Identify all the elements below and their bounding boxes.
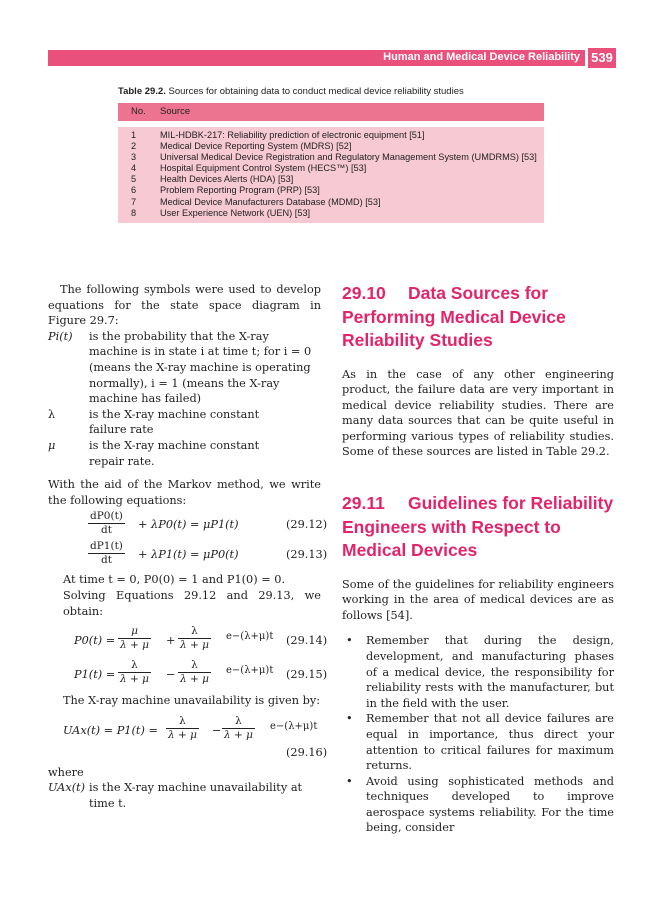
list-item — [342, 774, 614, 836]
section-title: Guidelines for Reliability Engineers with Respect to Medical Devices — [342, 493, 614, 561]
definition-text: is the X-ray machine constant failure rate — [89, 407, 260, 437]
section-number: 29.10 — [342, 283, 386, 303]
sources-table — [118, 103, 544, 223]
section-number: 29.11 — [342, 493, 385, 514]
row-number: 1 — [131, 130, 137, 140]
list-item-text: Avoid using sophisticated methods and techniques developed to improve aerospace systems reliability. For the time being, consider — [366, 774, 614, 835]
bullet-icon: • — [346, 712, 353, 726]
eq15-lhs: P1(t) = — [74, 668, 116, 682]
eq14-frac2-den: λ + μ — [180, 639, 209, 652]
table-label: Table 29.2. — [118, 86, 166, 97]
table-row — [118, 141, 544, 152]
equation-29-13 — [48, 540, 328, 572]
bullet-icon: • — [346, 774, 353, 788]
row-source: Medical Device Manufacturers Database (MDMD) [53] — [160, 196, 381, 207]
row-number: 6 — [131, 185, 137, 196]
solving-text: Solving Equations 29.12 and 29.13, we obtain: — [63, 588, 321, 618]
eq15-frac2-num: λ — [178, 659, 211, 673]
eq15-exponential: e−(λ+μ)t — [226, 665, 274, 677]
row-number: 5 — [131, 174, 137, 185]
list-item — [342, 633, 614, 711]
page-number: 539 — [585, 48, 616, 68]
definition-pi — [48, 329, 321, 407]
row-source: Universal Medical Device Registration and Regulatory Management System (UMDRMS) [53] — [160, 152, 537, 163]
eq14-label: (29.14) — [286, 634, 328, 648]
eq15-operator: − — [166, 668, 176, 682]
equation-29-15 — [48, 657, 328, 693]
column-header-no: No. — [131, 106, 146, 117]
table-row — [118, 185, 544, 196]
eq15-frac2-den: λ + μ — [180, 673, 209, 686]
eq12-numerator: dP0(t) — [90, 510, 123, 523]
row-number: 8 — [131, 207, 137, 218]
eq14-frac1-num: μ — [118, 625, 151, 639]
eq16-label: (29.16) — [286, 745, 328, 759]
row-source: Medical Device Reporting System (MDRS) [52] — [160, 141, 352, 152]
row-number: 2 — [131, 141, 137, 152]
unavailability-text: The X-ray machine unavailability is given by: — [63, 694, 321, 708]
eq16-frac2 — [222, 715, 255, 742]
eq14-frac2 — [178, 625, 211, 652]
section-29-11-paragraph: Some of the guidelines for reliability engineers working in the area of medical devices are as follows [54]. — [342, 577, 614, 622]
definition-symbol: Pi(t) — [48, 329, 73, 343]
row-number: 3 — [131, 152, 137, 163]
row-source: Hospital Equipment Control System (HECS™) [53] — [160, 163, 367, 174]
left-column — [48, 282, 328, 811]
list-item-text: Remember that during the design, development, and manufacturing phases of a medical device, the responsibility for reliability rests with the manufacturer, but in the field with the user. — [366, 634, 614, 710]
eq15-frac2 — [178, 659, 211, 686]
eq15-frac1 — [118, 659, 151, 686]
eq16-frac2-den: λ + μ — [224, 728, 253, 741]
eq13-denominator: dt — [100, 554, 112, 567]
eq13-numerator: dP1(t) — [90, 540, 123, 553]
column-header-source: Source — [160, 106, 191, 117]
equation-29-16 — [48, 713, 328, 765]
table-row — [118, 197, 544, 208]
eq16-frac1-num: λ — [166, 715, 199, 729]
definition-text: is the X-ray machine constant repair rate. — [89, 438, 260, 468]
section-29-10-paragraph: As in the case of any other engineering product, the failure data are very important in medical device reliability studies. There are many data sources that can be quite useful in performing various types of reliability studies. Some of these sources are listed in Table 29.2. — [342, 367, 614, 459]
list-item-text: Remember that not all device failures are equal in importance, thus direct your attention to critical failures for maximum returns. — [366, 712, 614, 773]
right-column — [342, 282, 614, 836]
eq12-label: (29.12) — [286, 518, 328, 532]
eq14-lhs: P0(t) = — [74, 634, 116, 648]
eq15-frac1-num: λ — [118, 659, 151, 673]
where-text: where — [48, 765, 84, 779]
section-heading-29-11 — [342, 492, 614, 563]
eq12-derivative — [88, 510, 125, 537]
running-title: Human and Medical Device Reliability — [383, 51, 580, 63]
guidelines-list — [342, 633, 614, 836]
definition-lambda — [48, 407, 321, 438]
table-header — [118, 103, 544, 121]
definition-text: is the probability that the X-ray machine is in state i at time t; for i = 0 (means the X-ray machine is operating normally), i = 1 (means the X-ray machine has failed) — [89, 329, 312, 406]
row-number: 7 — [131, 196, 137, 207]
eq13-derivative — [88, 540, 125, 567]
row-source: Health Devices Alerts (HDA) [53] — [160, 174, 294, 185]
table-body — [118, 127, 544, 223]
definition-symbol: UAx(t) — [48, 781, 86, 795]
equation-29-12 — [48, 510, 328, 540]
initial-conditions: At time t = 0, P0(0) = 1 and P1(0) = 0. — [63, 573, 286, 587]
table-row — [118, 208, 544, 219]
eq15-frac1-den: λ + μ — [120, 673, 149, 686]
table-caption-text: Sources for obtaining data to conduct medical device reliability studies — [168, 86, 464, 97]
symbols-intro: The following symbols were used to develop equations for the state space diagram in Figure 29.7: — [48, 283, 321, 328]
section-title: Data Sources for Performing Medical Device Reliability Studies — [342, 283, 566, 350]
equation-29-14 — [48, 623, 328, 657]
eq15-label: (29.15) — [286, 668, 328, 682]
definition-symbol: μ — [48, 438, 56, 452]
row-source: Problem Reporting Program (PRP) [53] — [160, 185, 320, 196]
eq14-frac1-den: λ + μ — [120, 639, 149, 652]
eq16-operator: − — [212, 723, 222, 737]
table-row — [118, 163, 544, 174]
table-row — [118, 130, 544, 141]
eq14-frac2-num: λ — [178, 625, 211, 639]
section-heading-29-10 — [342, 282, 614, 353]
eq12-rest: + λP0(t) = μP1(t) — [138, 518, 239, 532]
eq16-lhs: UAx(t) = P1(t) = — [63, 723, 158, 737]
bullet-icon: • — [346, 634, 353, 648]
eq12-denominator: dt — [100, 524, 112, 537]
eq14-operator: + — [166, 634, 176, 648]
eq16-exponential: e−(λ+μ)t — [270, 720, 318, 732]
table-row — [118, 152, 544, 163]
row-source: MIL-HDBK-217: Reliability prediction of electronic equipment [51] — [160, 130, 425, 140]
markov-paragraph: With the aid of the Markov method, we write the following equations: — [48, 478, 321, 507]
definition-text: is the X-ray machine unavailability at time t. — [89, 781, 303, 810]
eq16-frac2-num: λ — [222, 715, 255, 729]
eq14-frac1 — [118, 625, 151, 652]
definition-uax — [48, 780, 321, 811]
table-row — [118, 174, 544, 185]
eq16-frac1-den: λ + μ — [168, 728, 197, 741]
definition-mu — [48, 438, 321, 469]
eq13-rest: + λP1(t) = μP0(t) — [138, 548, 239, 562]
eq13-label: (29.13) — [286, 548, 328, 562]
definition-symbol: λ — [48, 407, 56, 421]
row-number: 4 — [131, 163, 137, 174]
list-item — [342, 711, 614, 773]
eq16-frac1 — [166, 715, 199, 742]
eq14-exponential: e−(λ+μ)t — [226, 631, 274, 643]
row-source: User Experience Network (UEN) [53] — [160, 207, 311, 218]
table-caption — [118, 86, 464, 97]
